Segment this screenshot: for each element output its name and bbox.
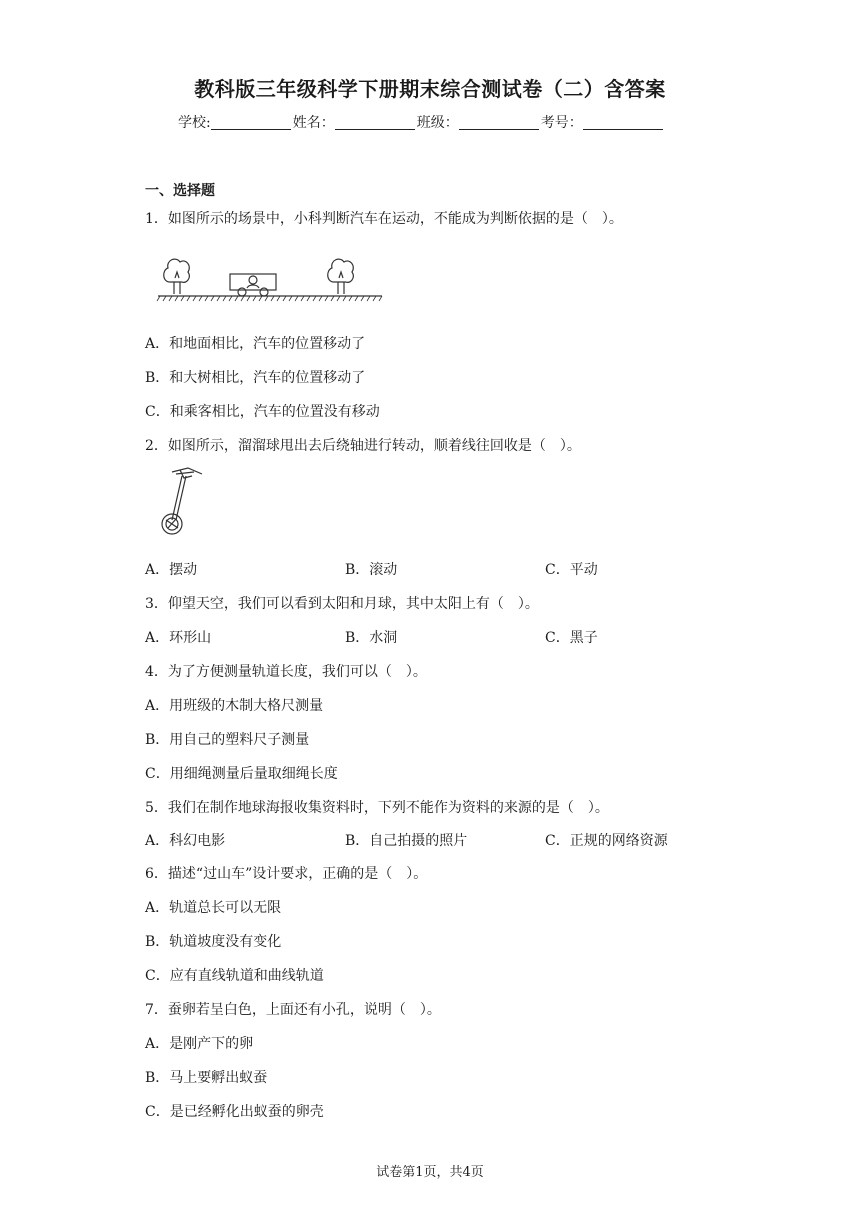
name-blank	[335, 115, 415, 130]
question-6-stem: 6．描述“过山车”设计要求，正确的是（ ）。	[145, 866, 428, 882]
question-1-stem: 1．如图所示的场景中，小科判断汽车在运动，不能成为判断依据的是（ ）。	[145, 211, 623, 227]
page-footer: 试卷第1页，共4页	[376, 1165, 484, 1180]
name-label: 姓名：	[292, 115, 335, 131]
question-5-option-b: B．自己拍摄的照片	[345, 833, 468, 849]
car-trees-figure	[156, 254, 384, 304]
question-5-option-a: A．科幻电影	[145, 833, 226, 849]
question-4-stem: 4．为了方便测量轨道长度，我们可以（ ）。	[145, 664, 427, 680]
question-3-stem: 3．仰望天空，我们可以看到太阳和月球，其中太阳上有（ ）。	[145, 596, 539, 612]
exam-number-label: 考号：	[540, 115, 583, 131]
question-3-option-c: C．黑子	[545, 630, 598, 646]
question-1-option-a: A．和地面相比，汽车的位置移动了	[145, 336, 366, 352]
question-3-option-b: B．水洞	[345, 630, 398, 646]
class-label: 班级：	[416, 115, 459, 131]
question-6-option-b: B．轨道坡度没有变化	[145, 934, 282, 950]
question-7-option-c: C．是已经孵化出蚁蚕的卵壳	[145, 1104, 324, 1120]
exam-number-blank	[583, 115, 663, 130]
school-label: 学校:	[178, 115, 211, 131]
student-info-row	[178, 112, 665, 132]
question-7-stem: 7．蚕卵若呈白色，上面还有小孔，说明（ ）。	[145, 1002, 441, 1018]
question-4-option-a: A．用班级的木制大格尺测量	[145, 698, 324, 714]
question-2-stem: 2．如图所示，溜溜球甩出去后绕轴进行转动，顺着线往回收是（ ）。	[145, 438, 581, 454]
question-6-option-a: A．轨道总长可以无限	[145, 900, 282, 916]
question-4-option-c: C．用细绳测量后量取细绳长度	[145, 766, 338, 782]
class-blank	[459, 115, 539, 130]
question-6-option-c: C．应有直线轨道和曲线轨道	[145, 968, 324, 984]
question-2-option-c: C．平动	[545, 562, 598, 578]
question-1-option-c: C．和乘客相比，汽车的位置没有移动	[145, 404, 380, 420]
question-4-option-b: B．用自己的塑料尺子测量	[145, 732, 310, 748]
question-1-option-b: B．和大树相比，汽车的位置移动了	[145, 370, 366, 386]
question-5-option-c: C．正规的网络资源	[545, 833, 668, 849]
question-2-option-b: B．滚动	[345, 562, 398, 578]
question-5-stem: 5．我们在制作地球海报收集资料时，下列不能作为资料的来源的是（ ）。	[145, 800, 609, 816]
page-title: 教科版三年级科学下册期末综合测试卷（二）含答案	[194, 77, 666, 101]
yoyo-figure	[150, 464, 210, 540]
question-7-option-b: B．马上要孵出蚁蚕	[145, 1070, 268, 1086]
question-2-option-a: A．摆动	[145, 562, 198, 578]
school-blank	[211, 115, 291, 130]
section-title: 一、选择题	[145, 183, 215, 199]
question-3-option-a: A．环形山	[145, 630, 212, 646]
question-7-option-a: A．是刚产下的卵	[145, 1036, 254, 1052]
